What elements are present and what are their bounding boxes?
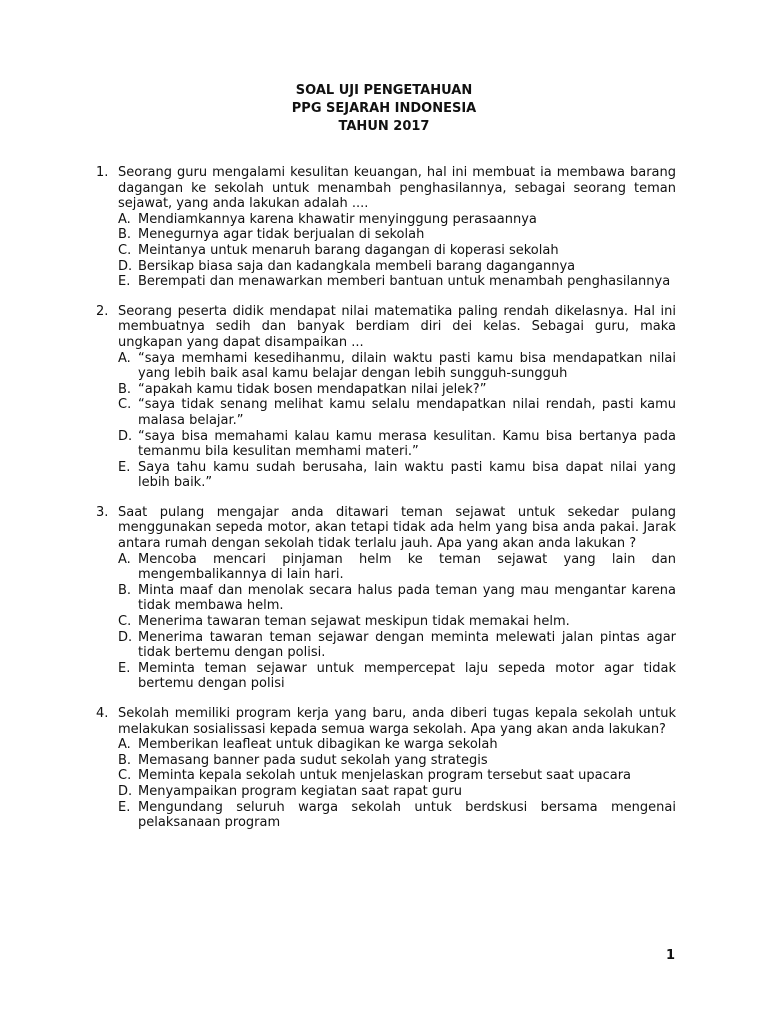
- option-d: [118, 784, 676, 800]
- option-a: [118, 351, 676, 382]
- option-text: Mencoba mencari pinjaman helm ke teman sejawat yang lain dan mengembalikannya di lain hari.: [138, 551, 676, 583]
- option-letter: B.: [118, 582, 132, 598]
- question-2: [96, 304, 676, 491]
- option-text: “apakah kamu tidak bosen mendapatkan nilai jelek?”: [138, 381, 487, 397]
- option-text: Memasang banner pada sudut sekolah yang strategis: [138, 752, 488, 768]
- option-text: Saya tahu kamu sudah berusaha, lain waktu pasti kamu bisa dapat nilai yang lebih baik.”: [138, 459, 676, 491]
- option-c: [118, 243, 676, 259]
- option-text: Menyampaikan program kegiatan saat rapat guru: [138, 783, 462, 799]
- question-text: Seorang guru mengalami kesulitan keuangan, hal ini membuat ia membawa barang dagangan ke sekolah untuk menambah penghasilannya, sebagai seorang teman sejawat, yang anda lakukan adalah ....: [118, 165, 676, 212]
- option-text: Menegurnya agar tidak berjualan di sekolah: [138, 227, 425, 243]
- option-b: [118, 753, 676, 769]
- option-letter: B.: [118, 227, 132, 243]
- option-text: “saya bisa memahami kalau kamu merasa kesulitan. Kamu bisa bertanya pada temanmu bila kesulitan memhami materi.”: [138, 428, 676, 460]
- option-text: Mendiamkannya karena khawatir menyinggung perasaannya: [138, 211, 537, 227]
- option-b: [118, 583, 676, 614]
- option-text: Bersikap biasa saja dan kadangkala membeli barang dagangannya: [138, 258, 576, 274]
- option-letter: B.: [118, 381, 132, 397]
- question-1: [96, 165, 676, 290]
- option-letter: A.: [118, 350, 131, 366]
- option-a: [118, 552, 676, 583]
- option-letter: E.: [118, 459, 131, 475]
- option-text: Memberikan leafleat untuk dibagikan ke warga sekolah: [138, 737, 498, 753]
- option-letter: A.: [118, 551, 131, 567]
- option-c: [118, 397, 676, 428]
- option-letter: D.: [118, 258, 133, 274]
- option-d: [118, 429, 676, 460]
- option-c: [118, 768, 676, 784]
- question-3: [96, 505, 676, 692]
- option-letter: E.: [118, 660, 131, 676]
- option-d: [118, 630, 676, 661]
- option-letter: D.: [118, 428, 133, 444]
- option-a: [118, 737, 676, 753]
- option-b: [118, 227, 676, 243]
- option-a: [118, 212, 676, 228]
- question-text: Saat pulang mengajar anda ditawari teman sejawat untuk sekedar pulang menggunakan sepeda motor, akan tetapi tidak ada helm yang bisa anda pakai. Jarak antara rumah dengan sekolah tidak terlalu jauh. Apa yang akan anda lakukan ?: [118, 504, 676, 552]
- option-text: Meintanya untuk menaruh barang dagangan di koperasi sekolah: [138, 242, 559, 258]
- option-text: Meminta kepala sekolah untuk menjelaskan program tersebut saat upacara: [138, 768, 632, 784]
- option-letter: C.: [118, 614, 132, 630]
- question-number: 4.: [96, 706, 109, 721]
- question-number: 1.: [96, 165, 109, 180]
- page-number: 1: [666, 948, 676, 963]
- option-text: Minta maaf dan menolak secara halus pada teman yang mau mengantar karena tidak membawa helm.: [138, 582, 676, 614]
- option-letter: C.: [118, 768, 132, 784]
- option-text: “saya tidak senang melihat kamu selalu mendapatkan nilai rendah, pasti kamu malasa belajar.”: [138, 397, 676, 428]
- option-letter: D.: [118, 783, 133, 799]
- option-text: Menerima tawaran teman sejawar dengan meminta melewati jalan pintas agar tidak bertemu dengan polisi.: [138, 629, 676, 661]
- option-c: [118, 614, 676, 630]
- question-text: Seorang peserta didik mendapat nilai matematika paling rendah dikelasnya. Hal ini membuatnya sedih dan banyak berdiam diri dei kelas. Sebagai guru, maka ungkapan yang dapat disampaikan ...: [118, 303, 676, 350]
- option-e: [118, 460, 676, 491]
- question-text: Sekolah memiliki program kerja yang baru, anda diberi tugas kepala sekolah untuk melakukan sosialissasi kepada semua warga sekolah. Apa yang akan anda lakukan?: [118, 706, 676, 737]
- option-e: [118, 274, 676, 290]
- title-line-3: TAHUN 2017: [338, 119, 430, 134]
- option-letter: E.: [118, 799, 131, 815]
- option-letter: D.: [118, 629, 133, 645]
- option-text: Meminta teman sejawar untuk mempercepat laju sepeda motor agar tidak bertemu dengan polisi: [138, 660, 676, 692]
- title-line-2: PPG SEJARAH INDONESIA: [291, 101, 477, 116]
- option-text: Mengundang seluruh warga sekolah untuk berdskusi bersama mengenai pelaksanaan program: [138, 799, 676, 831]
- option-letter: C.: [118, 397, 132, 413]
- option-d: [118, 259, 676, 275]
- option-letter: B.: [118, 752, 132, 768]
- option-text: Menerima tawaran teman sejawat meskipun tidak memakai helm.: [138, 614, 570, 630]
- option-text: Berempati dan menawarkan memberi bantuan untuk menambah penghasilannya: [138, 274, 671, 290]
- option-text: “saya memhami kesedihanmu, dilain waktu pasti kamu bisa mendapatkan nilai yang lebih baik asal kamu belajar dengan lebih sungguh-sungguh: [138, 350, 676, 382]
- question-list: [96, 165, 676, 845]
- question-number: 3.: [96, 504, 109, 520]
- option-e: [118, 800, 676, 831]
- option-letter: A.: [118, 737, 131, 753]
- document-title: [0, 82, 768, 136]
- title-line-1: SOAL UJI PENGETAHUAN: [295, 83, 473, 98]
- option-letter: E.: [118, 274, 131, 290]
- question-number: 2.: [96, 303, 109, 319]
- option-b: [118, 382, 676, 398]
- option-e: [118, 661, 676, 692]
- option-letter: C.: [118, 242, 132, 258]
- question-4: [96, 706, 676, 831]
- option-letter: A.: [118, 211, 131, 227]
